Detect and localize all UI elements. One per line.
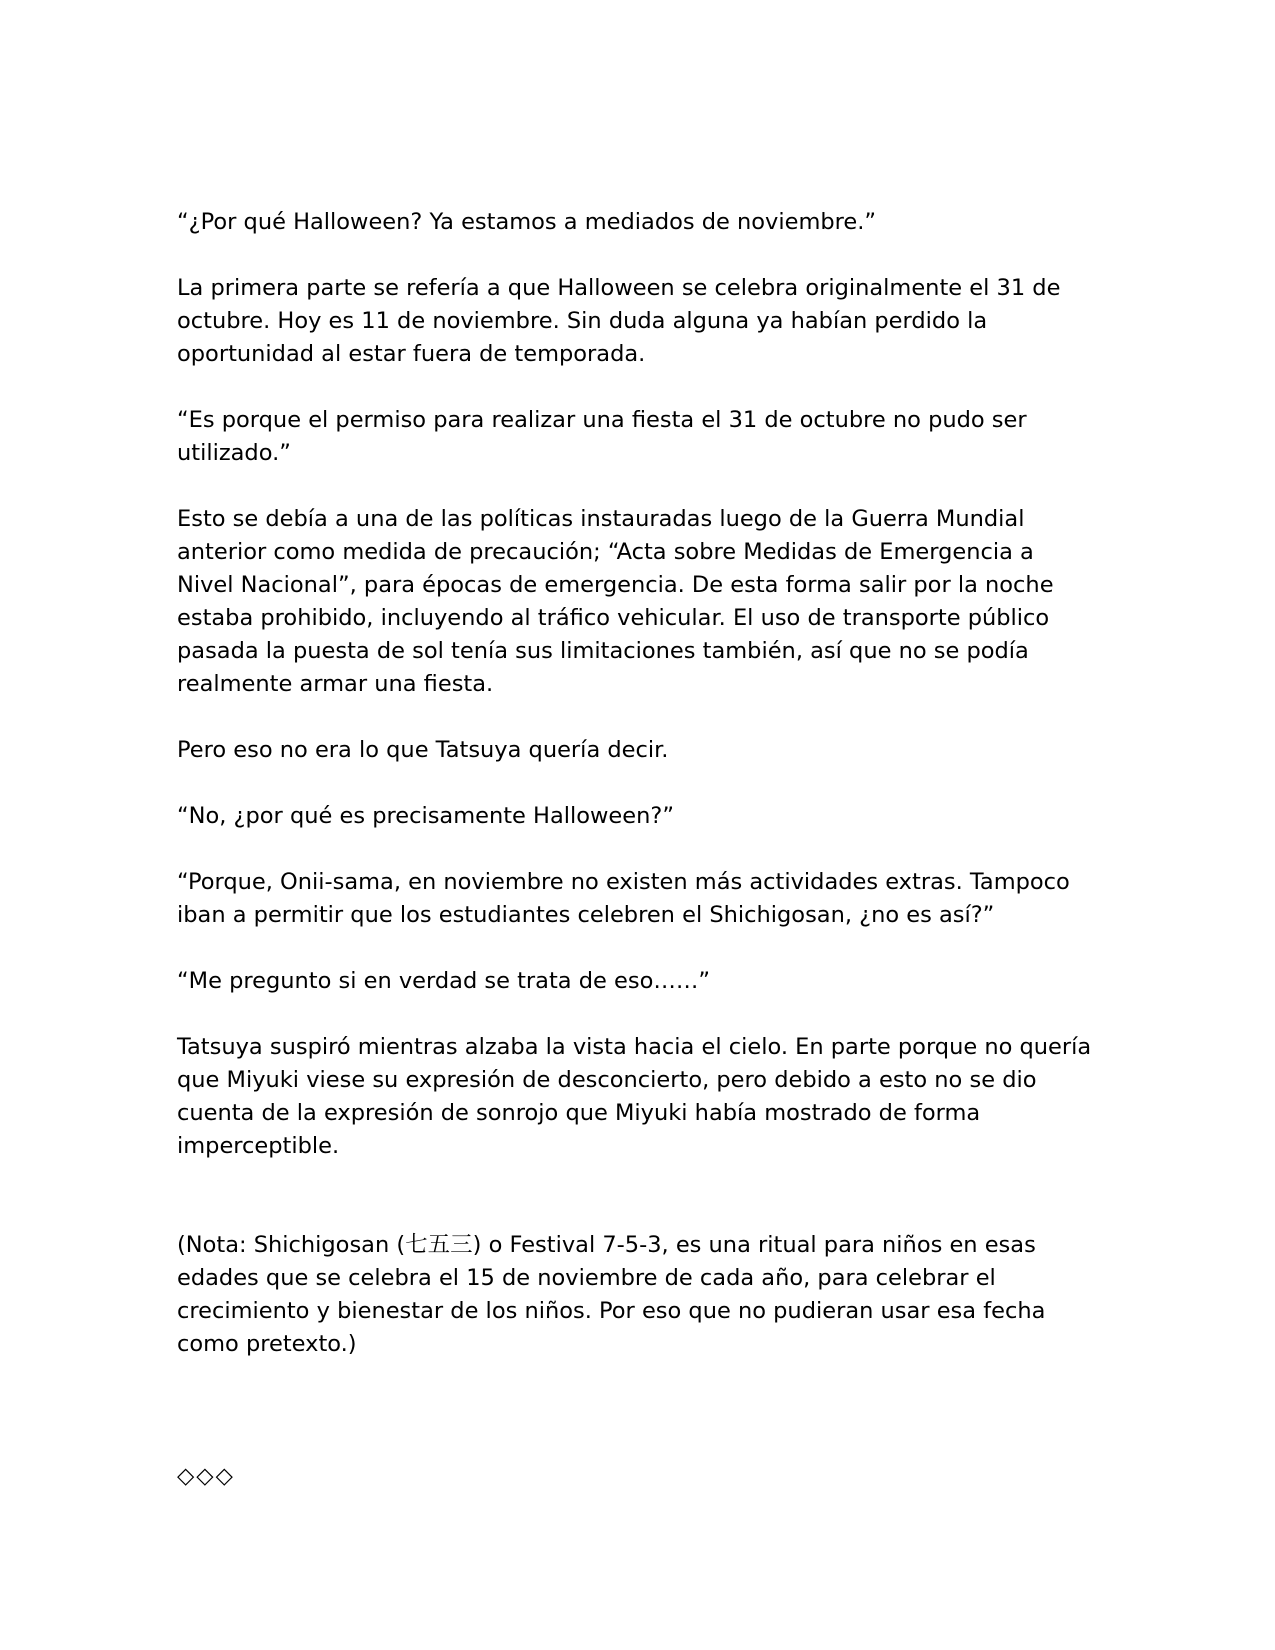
translator-note: (Nota: Shichigosan (七五三) o Festival 7-5-3, es una ritual para niños en esas edades que se celebra el 15 de noviembre de cada año, para celebrar el crecimiento y bienestar de los niños. Por eso que no pudieran usar esa fecha como pretexto.) (177, 1232, 1046, 1357)
paragraph-5: Pero eso no era lo que Tatsuya quería decir. (177, 737, 669, 763)
paragraph-1: “¿Por qué Halloween? Ya estamos a mediados de noviembre.” (177, 209, 877, 235)
paragraph-7: “Porque, Onii-sama, en noviembre no existen más actividades extras. Tampoco iban a permitir que los estudiantes celebren el Shichigosan, ¿no es así?” (177, 869, 1070, 928)
document-body (177, 206, 1097, 1526)
paragraph-8: “Me pregunto si en verdad se trata de eso……” (177, 968, 710, 994)
paragraph-6: “No, ¿por qué es precisamente Halloween?” (177, 803, 674, 829)
paragraph-4: Esto se debía a una de las políticas instauradas luego de la Guerra Mundial anterior como medida de precaución; “Acta sobre Medidas de Emergencia a Nivel Nacional”, para épocas de emergencia. De esta forma salir por la noche estaba prohibido, incluyendo al tráfico vehicular. El uso de transporte público pasada la puesta de sol tenía sus limitaciones también, así que no se podía realmente armar una fiesta. (177, 506, 1054, 697)
paragraph-9: Tatsuya suspiró mientras alzaba la vista hacia el cielo. En parte porque no quería que Miyuki viese su expresión de desconcierto, pero debido a esto no se dio cuenta de la expresión de sonrojo que Miyuki había mostrado de forma imperceptible. (177, 1034, 1092, 1159)
scene-separator: ◇◇◇ (177, 1463, 235, 1489)
paragraph-2: La primera parte se refería a que Halloween se celebra originalmente el 31 de octubre. Hoy es 11 de noviembre. Sin duda alguna ya habían perdido la oportunidad al estar fuera de temporada. (177, 275, 1061, 367)
paragraph-3: “Es porque el permiso para realizar una fiesta el 31 de octubre no pudo ser utilizado.” (177, 407, 1027, 466)
